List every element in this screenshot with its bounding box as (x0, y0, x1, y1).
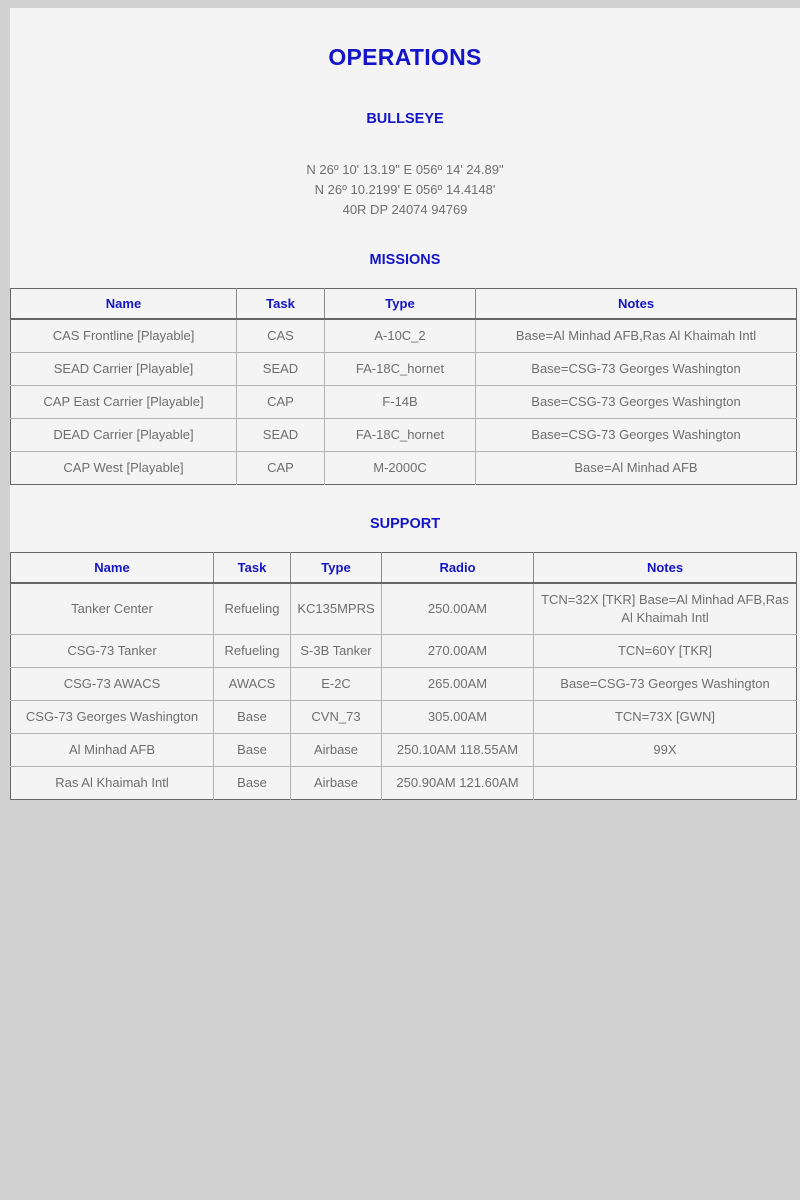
support-header-row (11, 553, 797, 584)
table-row (11, 668, 797, 701)
mission-type: M-2000C (325, 452, 476, 485)
support-name: Al Minhad AFB (11, 734, 214, 767)
support-radio: 305.00AM (382, 701, 534, 734)
support-type: CVN_73 (291, 701, 382, 734)
mission-task: CAP (237, 452, 325, 485)
mission-notes: Base=CSG-73 Georges Washington (476, 386, 797, 419)
support-task: Refueling (214, 583, 291, 635)
support-table-body (11, 583, 797, 800)
missions-table (10, 288, 797, 485)
support-task: Base (214, 734, 291, 767)
support-name: CSG-73 AWACS (11, 668, 214, 701)
support-type: E-2C (291, 668, 382, 701)
document-page (10, 8, 800, 800)
support-notes: 99X (534, 734, 797, 767)
mission-task: CAP (237, 386, 325, 419)
mission-notes: Base=Al Minhad AFB,Ras Al Khaimah Intl (476, 319, 797, 353)
bullseye-coordinate-dms: N 26º 10' 13.19" E 056º 14' 24.89" (306, 162, 504, 177)
support-name: Tanker Center (11, 583, 214, 635)
table-row (11, 767, 797, 800)
support-heading: SUPPORT (369, 516, 441, 532)
bullseye-coordinates (10, 127, 800, 220)
support-task: Base (214, 701, 291, 734)
bullseye-heading: BULLSEYE (366, 111, 444, 127)
support-name: CSG-73 Georges Washington (11, 701, 214, 734)
support-table (10, 552, 797, 800)
support-radio: 265.00AM (382, 668, 534, 701)
support-radio: 250.10AM 118.55AM (382, 734, 534, 767)
support-table-wrapper (10, 552, 800, 800)
support-table-head (11, 553, 797, 584)
support-col-task: Task (214, 553, 291, 584)
missions-col-type: Type (325, 289, 476, 320)
missions-col-notes: Notes (476, 289, 797, 320)
table-row (11, 583, 797, 635)
support-col-name: Name (11, 553, 214, 584)
mission-notes: Base=Al Minhad AFB (476, 452, 797, 485)
missions-table-wrapper (10, 288, 800, 485)
missions-col-name: Name (11, 289, 237, 320)
mission-notes: Base=CSG-73 Georges Washington (476, 419, 797, 452)
mission-type: FA-18C_hornet (325, 353, 476, 386)
table-row (11, 386, 797, 419)
support-type: Airbase (291, 734, 382, 767)
table-row (11, 319, 797, 353)
bullseye-coordinate-ddm: N 26º 10.2199' E 056º 14.4148' (314, 182, 496, 197)
table-row (11, 353, 797, 386)
support-col-radio: Radio (382, 553, 534, 584)
mission-type: F-14B (325, 386, 476, 419)
support-notes: TCN=60Y [TKR] (534, 635, 797, 668)
support-task: AWACS (214, 668, 291, 701)
mission-task: SEAD (237, 353, 325, 386)
missions-heading: MISSIONS (369, 252, 441, 268)
support-radio: 270.00AM (382, 635, 534, 668)
support-task: Refueling (214, 635, 291, 668)
support-radio: 250.90AM 121.60AM (382, 767, 534, 800)
mission-name: DEAD Carrier [Playable] (11, 419, 237, 452)
support-notes: Base=CSG-73 Georges Washington (534, 668, 797, 701)
missions-header-row (11, 289, 797, 320)
missions-table-head (11, 289, 797, 320)
mission-type: FA-18C_hornet (325, 419, 476, 452)
mission-type: A-10C_2 (325, 319, 476, 353)
bullseye-coordinate-mgrs: 40R DP 24074 94769 (342, 202, 468, 217)
support-notes: TCN=73X [GWN] (534, 701, 797, 734)
table-row (11, 452, 797, 485)
support-type: Airbase (291, 767, 382, 800)
mission-name: CAS Frontline [Playable] (11, 319, 237, 353)
support-task: Base (214, 767, 291, 800)
mission-name: CAP East Carrier [Playable] (11, 386, 237, 419)
support-col-notes: Notes (534, 553, 797, 584)
mission-task: CAS (237, 319, 325, 353)
missions-table-body (11, 319, 797, 485)
missions-col-task: Task (237, 289, 325, 320)
table-row (11, 701, 797, 734)
mission-task: SEAD (237, 419, 325, 452)
support-type: S-3B Tanker (291, 635, 382, 668)
support-notes: TCN=32X [TKR] Base=Al Minhad AFB,Ras Al Khaimah Intl (534, 583, 797, 635)
table-row (11, 419, 797, 452)
table-row (11, 734, 797, 767)
support-col-type: Type (291, 553, 382, 584)
mission-name: CAP West [Playable] (11, 452, 237, 485)
support-name: CSG-73 Tanker (11, 635, 214, 668)
support-notes (534, 767, 797, 800)
support-name: Ras Al Khaimah Intl (11, 767, 214, 800)
page-title: OPERATIONS (328, 44, 482, 70)
support-type: KC135MPRS (291, 583, 382, 635)
support-radio: 250.00AM (382, 583, 534, 635)
mission-notes: Base=CSG-73 Georges Washington (476, 353, 797, 386)
table-row (11, 635, 797, 668)
mission-name: SEAD Carrier [Playable] (11, 353, 237, 386)
